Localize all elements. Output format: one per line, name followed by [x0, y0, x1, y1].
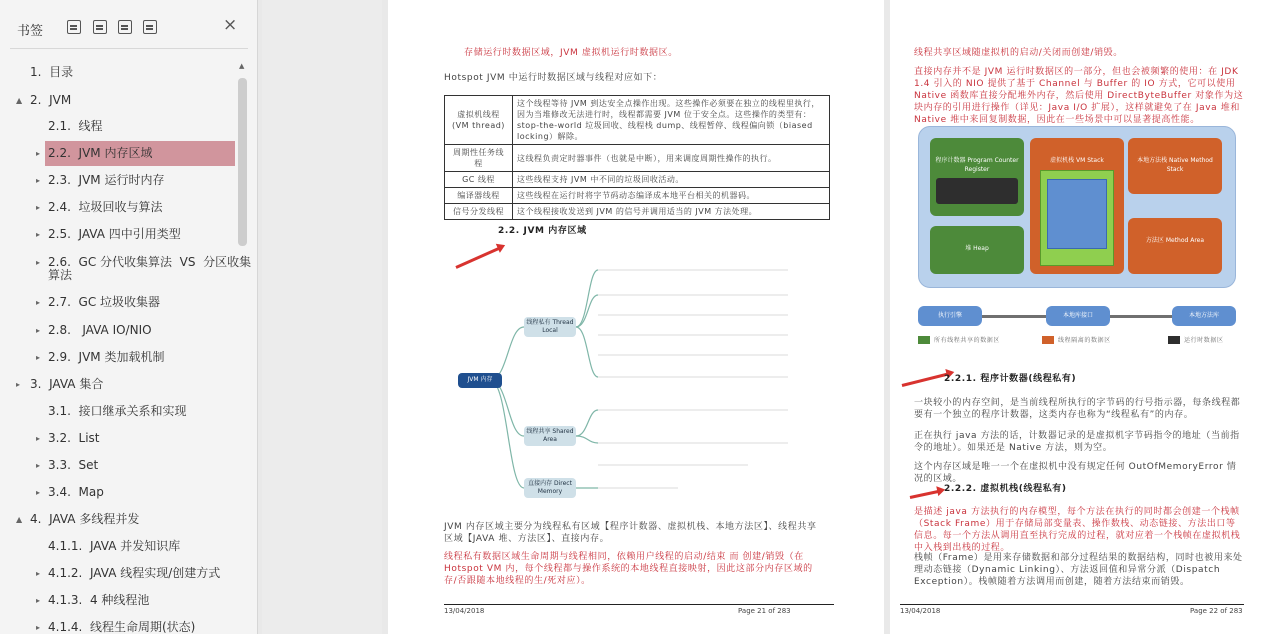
paragraph: JVM 内存区域主要分为线程私有区域【程序计数器、虚拟机栈、本地方法区】、线程共享区域【JAVA 堆、方法区】、直接内存。 [444, 522, 817, 544]
table-row [445, 172, 830, 188]
mindmap-root: JVM 内存 [458, 373, 502, 388]
expand-arrow-icon[interactable]: ▸ [36, 326, 41, 335]
legend-swatch [1042, 336, 1054, 344]
footer-rule [900, 604, 1244, 605]
expand-arrow-icon[interactable]: ▸ [36, 258, 41, 267]
section-heading: 2.2. JVM 内存区域 [498, 226, 587, 236]
bookmark-label: 2.2. JVM 内存区域 [48, 146, 153, 160]
table-cell-thread: 虚拟机线程 (VM thread) [445, 96, 513, 145]
bookmark-label: 3. JAVA 集合 [30, 377, 104, 391]
stack-frames [1040, 170, 1114, 266]
footer-page-number: Page 22 of 283 [1190, 607, 1243, 615]
expand-arrow-icon[interactable]: ▸ [36, 623, 41, 632]
footer-date: 13/04/2018 [900, 607, 941, 615]
legend-label: 运行时数据区 [1184, 337, 1224, 344]
legend-label: 线程隔离的数据区 [1058, 337, 1111, 344]
bookmark-delete-icon[interactable] [143, 20, 157, 34]
diagram-box: 堆 Heap [930, 226, 1024, 274]
bookmark-label: 2.9. JVM 类加载机制 [48, 350, 165, 364]
bookmark-label: 2.6. GC 分代收集算法 VS 分区收集 算法 [48, 255, 252, 282]
subsection-heading: 2.2.2. 虚拟机栈(线程私有) [944, 484, 1067, 494]
bookmark-label: 4.1.3. 4 种线程池 [48, 593, 150, 607]
diagram-bottom-box: 执行引擎 [918, 306, 982, 326]
paragraph: 正在执行 java 方法的话，计数器记录的是虚拟机字节码指令的地址（当前指令的地址）。如果还是 Native 方法，则为空。 [914, 431, 1240, 453]
bookmark-label: 3.4. Map [48, 485, 104, 499]
red-arrow-annotation [902, 372, 949, 387]
expand-arrow-icon[interactable]: ▸ [16, 380, 21, 389]
divider [10, 48, 248, 49]
bookmark-label: 2.3. JVM 运行时内存 [48, 173, 165, 187]
footer-rule [444, 604, 834, 605]
table-cell-thread: 编译器线程 [445, 188, 513, 204]
diagram-box: 本地方法栈 Native Method Stack [1128, 138, 1222, 194]
bookmark-label: 2.5. JAVA 四中引用类型 [48, 227, 181, 241]
thread-table [444, 95, 830, 220]
mindmap-branch: 线程共享 Shared Area [524, 426, 576, 446]
mindmap-branch: 线程私有 Thread Local [524, 317, 576, 337]
table-cell-desc: 这些线程支持 JVM 中不同的垃圾回收活动。 [513, 172, 830, 188]
legend-swatch [1168, 336, 1180, 344]
diagram-bottom-box: 本地方法库 [1172, 306, 1236, 326]
bookmark-edit-icon[interactable] [118, 20, 132, 34]
bookmark-sidebar [0, 0, 258, 634]
table-row [445, 204, 830, 220]
table-cell-desc: 这个线程等待 JVM 到达安全点操作出现。这些操作必须要在独立的线程里执行，因为当堆修改无法进行时，线程都需要 JVM 位于安全点。这些操作的类型有：stop-the-world 垃圾回收、线程栈 dump、线程暂停、线程偏向锁（biased locking）解除。 [513, 96, 830, 145]
bookmark-label: 4. JAVA 多线程并发 [30, 512, 140, 526]
paragraph-red: 线程共享区域随虚拟机的启动/关闭而创建/销毁。 [914, 48, 1123, 58]
scrollbar[interactable] [236, 58, 249, 634]
paragraph-red: 直接内存并不是 JVM 运行时数据区的一部分，但也会被频繁的使用：在 JDK 1.4 引入的 NIO 提供了基于 Channel 与 Buffer 的 IO 方式，它可以使用 Native 函数库直接分配堆外内存，然后使用 DirectByteBuffer 对象作为这块内存的引用进行操作（详见：Java I/O 扩展），这样就避免了在 Java 堆和 Native 堆中来回复制数据，因此在一些场景中可以显著提高性能。 [914, 67, 1244, 125]
bookmark-label: 2.4. 垃圾回收与算法 [48, 200, 163, 214]
bookmark-label: 3.2. List [48, 431, 100, 445]
expand-arrow-icon[interactable]: ▸ [36, 461, 41, 470]
expand-arrow-icon[interactable]: ▸ [36, 298, 41, 307]
table-row [445, 188, 830, 204]
expand-arrow-icon[interactable]: ▸ [36, 149, 41, 158]
close-icon[interactable]: × [223, 15, 238, 35]
bookmark-label: 4.1.2. JAVA 线程实现/创建方式 [48, 566, 221, 580]
legend-label: 所有线程共享的数据区 [934, 337, 1001, 344]
diagram-box: 程序计数器 Program Counter Register [930, 138, 1024, 216]
scroll-up-icon[interactable]: ▲ [239, 62, 245, 70]
table-cell-desc: 这线程负责定时器事件（也就是中断），用来调度周期性操作的执行。 [513, 145, 830, 172]
jvm-runtime-diagram [918, 122, 1238, 352]
footer-date: 13/04/2018 [444, 607, 485, 615]
paragraph: 一块较小的内存空间，是当前线程所执行的字节码的行号指示器，每条线程都要有一个独立的程序计数器，这类内存也称为“线程私有”的内存。 [914, 398, 1241, 420]
jvm-memory-mindmap [448, 255, 828, 500]
expand-arrow-icon[interactable]: ▸ [36, 569, 41, 578]
expand-arrow-icon[interactable]: ▸ [36, 230, 41, 239]
subsection-heading: 2.2.1. 程序计数器(线程私有) [944, 374, 1077, 384]
paragraph: 这个内存区域是唯一一个在虚拟机中没有规定任何 OutOfMemoryError 情况的区域。 [914, 462, 1237, 484]
table-cell-thread: 信号分发线程 [445, 204, 513, 220]
document-page-21 [388, 0, 884, 634]
intro-text: Hotspot JVM 中运行时数据区域与线程对应如下： [444, 73, 663, 83]
bookmark-label: 2.8. JAVA IO/NIO [48, 323, 152, 337]
table-cell-thread: GC 线程 [445, 172, 513, 188]
diagram-inner-box [936, 178, 1018, 204]
diagram-box: 虚拟机栈 VM Stack [1030, 138, 1124, 274]
bookmark-label: 2.7. GC 垃圾收集器 [48, 295, 161, 309]
bookmark-expand-icon[interactable] [93, 20, 107, 34]
paragraph: 栈帧（Frame）是用来存储数据和部分过程结果的数据结构，同时也被用来处理动态链接（Dynamic Linking）、方法返回值和异常分派（Dispatch Exception）。栈帧随着方法调用而创建，随着方法结束而销毁。 [914, 553, 1243, 587]
bookmark-label: 2. JVM [30, 93, 72, 107]
table-cell-desc: 这些线程在运行时将字节码动态编译成本地平台相关的机器码。 [513, 188, 830, 204]
table-cell-thread: 周期性任务线程 [445, 145, 513, 172]
intro-red-text: 存储运行时数据区域，JVM 虚拟机运行时数据区。 [464, 48, 678, 58]
expand-arrow-icon[interactable]: ▸ [36, 488, 41, 497]
footer-page-number: Page 21 of 283 [738, 607, 791, 615]
diagram-bottom-box: 本地库接口 [1046, 306, 1110, 326]
bookmark-label: 2.1. 线程 [48, 119, 103, 133]
collapse-arrow-icon[interactable]: ▲ [16, 96, 23, 105]
expand-arrow-icon[interactable]: ▸ [36, 176, 41, 185]
expand-arrow-icon[interactable]: ▸ [36, 353, 41, 362]
expand-arrow-icon[interactable]: ▸ [36, 434, 41, 443]
sidebar-header [0, 0, 258, 50]
red-arrow-annotation [910, 490, 940, 499]
sidebar-title: 书签 [17, 24, 44, 39]
table-cell-desc: 这个线程接收发送到 JVM 的信号并调用适当的 JVM 方法处理。 [513, 204, 830, 220]
bookmark-label: 1. 目录 [30, 65, 74, 79]
expand-arrow-icon[interactable]: ▸ [36, 203, 41, 212]
paragraph-red: 是描述 java 方法执行的内存模型，每个方法在执行的同时都会创建一个栈帧（Stack Frame）用于存储局部变量表、操作数栈、动态链接、方法出口等信息。每一个方法从调用直至执行完成的过程，就对应着一个栈帧在虚拟机栈中入栈到出栈的过程。 [914, 507, 1241, 553]
document-page-22 [890, 0, 1282, 634]
bookmark-label: 4.1.4. 线程生命周期(状态) [48, 620, 196, 634]
collapse-arrow-icon[interactable]: ▲ [16, 515, 23, 524]
page-gutter [262, 0, 382, 634]
diagram-box: 方法区 Method Area [1128, 218, 1222, 274]
bookmark-add-icon[interactable] [67, 20, 81, 34]
table-row [445, 145, 830, 172]
legend-swatch [918, 336, 930, 344]
connector [1110, 315, 1172, 318]
mindmap-branch: 直接内存 Direct Memory [524, 478, 576, 498]
paragraph-red: 线程私有数据区域生命周期与线程相同，依赖用户线程的启动/结束 而 创建/销毁（在 Hotspot VM 内，每个线程都与操作系统的本地线程直接映射，因此这部分内存区域的存/否跟随本地线程的生/死对应）。 [444, 552, 813, 586]
bookmark-label: 3.1. 接口继承关系和实现 [48, 404, 187, 418]
expand-arrow-icon[interactable]: ▸ [36, 596, 41, 605]
table-row [445, 96, 830, 145]
bookmark-tree [0, 58, 252, 634]
bookmark-label: 4.1.1. JAVA 并发知识库 [48, 539, 181, 553]
bookmark-label: 3.3. Set [48, 458, 99, 472]
connector [982, 315, 1046, 318]
scrollbar-thumb[interactable] [238, 78, 247, 246]
